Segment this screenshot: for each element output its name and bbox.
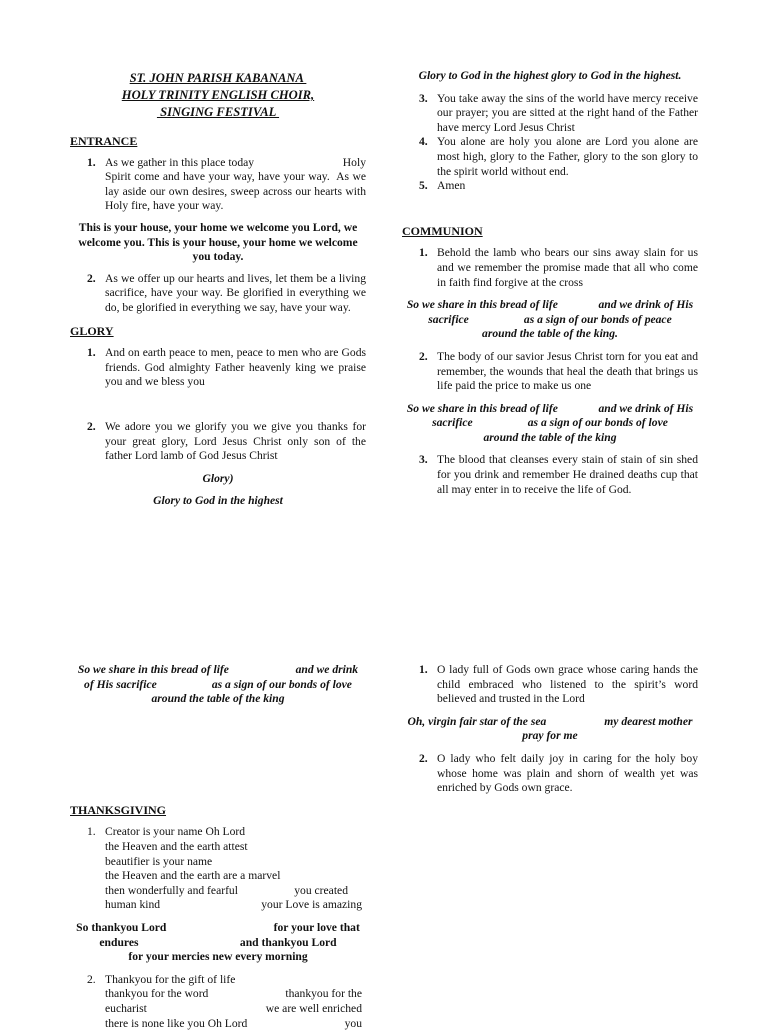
verse-text: And on earth peace to men, peace to men who are Gods friends. God almighty Father heavenly king we praise you and we bless you: [105, 346, 366, 388]
verse-text: O lady who felt daily joy in caring for the holy boy whose home was plain and shorn of wealth yet was enriched by Gods own grace.: [437, 752, 698, 794]
glory-verse-3: [402, 92, 698, 136]
verse-number: 3.: [419, 453, 428, 468]
glory-line-a: Glory): [70, 472, 366, 487]
thanksgiving-heading: THANKSGIVING: [70, 803, 366, 818]
glory-refrain: Glory to God in the highest glory to God in the highest.: [402, 69, 698, 84]
communion-chorus-1: So we share in this bread of life and we drink of His sacrifice as a sign of our bonds of peace around the table of the king.: [402, 298, 698, 342]
verse-text: We adore you we glorify you we give you thanks for your great glory, Lord Jesus Christ only son of the father Lord lamb of God Jesus Christ: [105, 420, 366, 462]
verse-text: Amen: [437, 179, 465, 192]
verse-text: Behold the lamb who bears our sins away slain for us and we remember the promise made that all who come in faith find forgive at the cross: [437, 246, 698, 288]
thanksgiving-verse-1: [70, 825, 366, 913]
verse-number: 1.: [419, 246, 428, 261]
verse-text: The body of our savior Jesus Christ torn for you eat and remember, the wounds that heal the death that brings us life paid the price to make us one: [437, 350, 698, 392]
right-column-bottom: [402, 663, 698, 796]
verse-number: 1.: [87, 156, 96, 171]
glory-verse-1: [70, 346, 366, 390]
verse-number: 2.: [87, 272, 96, 287]
left-column-bottom: [70, 663, 366, 1031]
thanksgiving-chorus: So thankyou Lord for your love that endures and thankyou Lord for your mercies new every morning: [70, 921, 366, 965]
verse-number: 4.: [419, 135, 428, 150]
glory-verse-5: [402, 179, 698, 194]
lyric-line: eucharist we are well enriched: [105, 1002, 362, 1017]
verse-number: 1.: [419, 663, 428, 678]
marian-chorus: Oh, virgin fair star of the sea my dearest mother pray for me: [402, 715, 698, 744]
title-line-2: HOLY TRINITY ENGLISH CHOIR,: [70, 87, 366, 104]
lyric-line: there is none like you Oh Lord you: [105, 1017, 362, 1031]
marian-verse-2: [402, 752, 698, 796]
communion-verse-2: [402, 350, 698, 394]
left-column-top: [70, 70, 366, 509]
verse-number: 1.: [87, 346, 96, 361]
glory-verse-2: [70, 420, 366, 464]
verse-text: You take away the sins of the world have mercy receive our prayer; you are sitted at the right hand of the Father have mercy Lord Jesus Christ: [437, 92, 698, 134]
glory-line-b: Glory to God in the highest: [70, 494, 366, 509]
communion-chorus-3: So we share in this bread of life and we drink of His sacrifice as a sign of our bonds of love around the table of the king: [70, 663, 366, 707]
communion-heading: COMMUNION: [402, 224, 698, 239]
title-line-1: ST. JOHN PARISH KABANANA: [70, 70, 366, 87]
glory-verse-4: [402, 135, 698, 179]
verse-number: 2.: [419, 752, 428, 767]
verse-number: 2.: [87, 973, 96, 988]
lyric-line: beautifier is your name: [105, 855, 362, 870]
lyric-line: Thankyou for the gift of life: [105, 973, 362, 988]
right-column-top: [402, 69, 698, 497]
lyric-line: Creator is your name Oh Lord: [105, 825, 362, 840]
verse-text: As we offer up our hearts and lives, let them be a living sacrifice, have your way. Be glorified in everything we do, be glorified in everything we say, have your way.: [105, 272, 366, 314]
verse-text: As we gather in this place today Holy Spirit come and have your way, have your way. As we lay aside our own desires, sweep across our hearts with Holy fire, have your way.: [105, 156, 369, 213]
lyric-line: the Heaven and the earth attest: [105, 840, 362, 855]
entrance-heading: ENTRANCE: [70, 134, 366, 149]
verse-number: 3.: [419, 92, 428, 107]
lyric-line: the Heaven and the earth are a marvel: [105, 869, 362, 884]
communion-verse-3: [402, 453, 698, 497]
communion-chorus-2: So we share in this bread of life and we drink of His sacrifice as a sign of our bonds of love around the table of the king: [402, 402, 698, 446]
lyric-line: thankyou for the word thankyou for the: [105, 987, 362, 1002]
document-title: [70, 70, 366, 121]
marian-verse-1: [402, 663, 698, 707]
lyric-line: then wonderfully and fearful you created: [105, 884, 362, 899]
verse-number: 5.: [419, 179, 428, 194]
communion-verse-1: [402, 246, 698, 290]
entrance-chorus: This is your house, your home we welcome you Lord, we welcome you. This is your house, your home we welcome you today.: [70, 221, 366, 265]
verse-text: You alone are holy you alone are Lord you alone are most high, glory to the Father, glory to the son glory to the spirit world without end.: [437, 135, 698, 177]
verse-number: 2.: [87, 420, 96, 435]
verse-number: 2.: [419, 350, 428, 365]
entrance-verse-1: [70, 156, 366, 214]
verse-text: O lady full of Gods own grace whose caring hands the child embraced who listened to the spirit’s word believed and trusted in the Lord: [437, 663, 698, 705]
lyric-line: human kind your Love is amazing: [105, 898, 362, 913]
verse-text: The blood that cleanses every stain of stain of sin shed for you drink and remember He drained deaths cup that all may enter in to receive the life of God.: [437, 453, 698, 495]
thanksgiving-verse-2: [70, 973, 366, 1031]
glory-heading: GLORY: [70, 324, 366, 339]
title-line-3: SINGING FESTIVAL: [70, 104, 366, 121]
verse-number: 1.: [87, 825, 96, 840]
entrance-verse-2: [70, 272, 366, 316]
